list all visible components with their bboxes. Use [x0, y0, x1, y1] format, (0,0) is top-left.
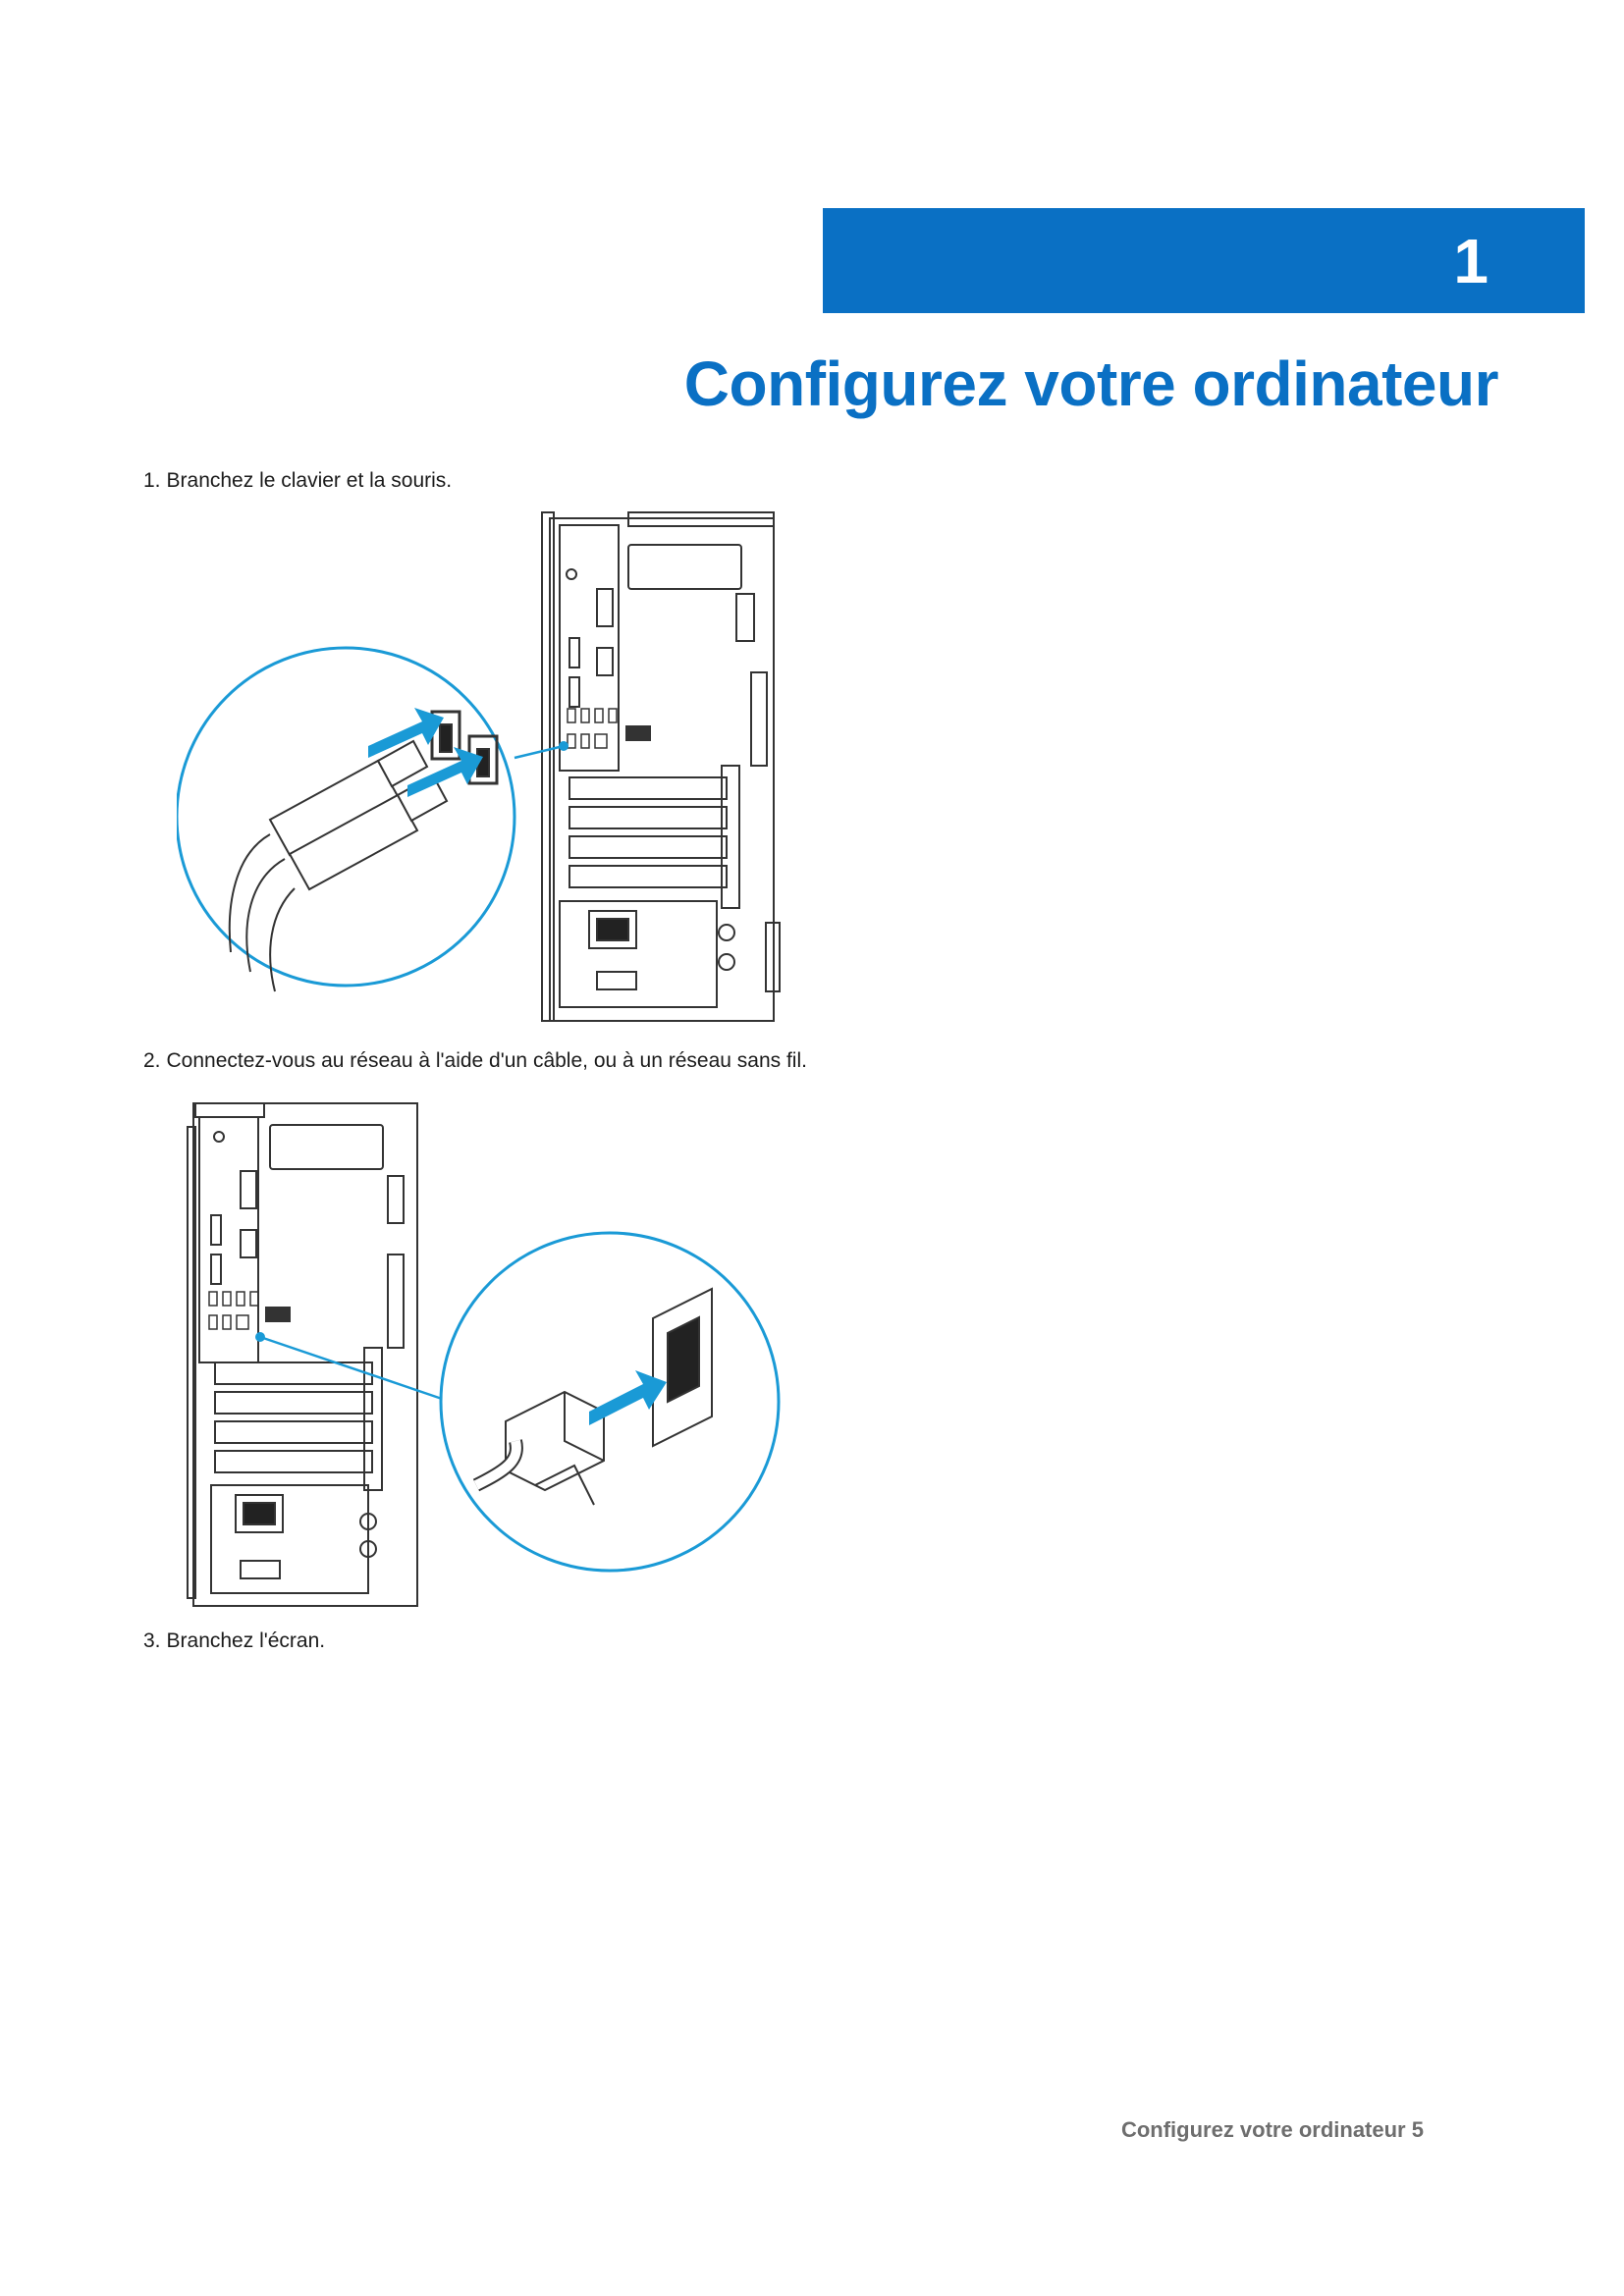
network-cable-connection-illustration: [182, 1097, 790, 1628]
page-footer: [1041, 2117, 1424, 2143]
footer-title: Configurez votre ordinateur: [1120, 2117, 1406, 2142]
step-2: [143, 1049, 807, 1073]
step-number: 2.: [143, 1049, 161, 1072]
chapter-title: Configurez votre ordinateur: [683, 348, 1498, 419]
step-number: 3.: [143, 1629, 161, 1652]
step-number: 1.: [143, 469, 161, 492]
chapter-number: 1: [1453, 226, 1489, 296]
step-text: Connectez-vous au réseau à l'aide d'un câble, ou à un réseau sans fil.: [166, 1049, 807, 1072]
footer-page-number: 5: [1411, 2117, 1424, 2142]
chapter-number-banner: [823, 208, 1585, 313]
step-3: [143, 1629, 325, 1653]
step-text: Branchez le clavier et la souris.: [166, 469, 453, 492]
keyboard-mouse-connection-illustration: [177, 501, 785, 1031]
step-1: [143, 469, 452, 493]
step-text: Branchez l'écran.: [166, 1629, 326, 1652]
